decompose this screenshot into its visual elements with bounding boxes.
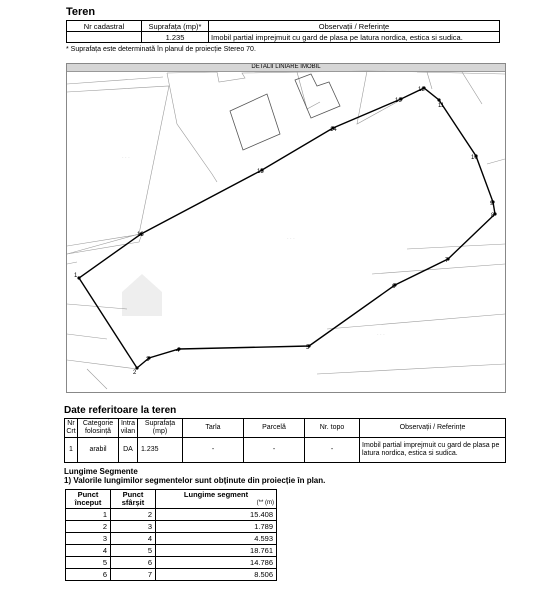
- table-row: [66, 533, 277, 545]
- cell-nr-crt: 1: [65, 438, 78, 463]
- teren-table: [66, 20, 500, 43]
- point-label-5: 5: [306, 345, 310, 351]
- cell-start: 5: [66, 557, 111, 569]
- cell-observatii-ref: Imobil partial imprejmuit cu gard de plasa pe latura nordica, estica si sudica.: [360, 438, 506, 463]
- header-punct-sfarsit: Punct sfârșit: [111, 490, 156, 509]
- header-observatii: Observații / Referințe: [209, 21, 500, 32]
- cell-end: 4: [111, 533, 156, 545]
- header-punct-inceput: Punct început: [66, 490, 111, 509]
- svg-text:· · ·: · · ·: [122, 155, 130, 161]
- cell-parcela: -: [244, 438, 305, 463]
- table-row: [66, 569, 277, 581]
- point-label-8: 8: [491, 213, 495, 219]
- point-label-12: 12: [418, 87, 425, 93]
- header-nr-cadastral: Nr cadastral: [67, 21, 142, 32]
- cell-tarla: -: [183, 438, 244, 463]
- cell-nr-cadastral: [67, 32, 142, 43]
- segments-table: [65, 489, 277, 581]
- cell-observatii: Imobil partial imprejmuit cu gard de plasa pe latura nordica, estica si sudica.: [209, 32, 500, 43]
- cell-intravilan: DA: [119, 438, 138, 463]
- footnote-projection: * Suprafața este determinată în planul de proiecție Stereo 70.: [66, 46, 256, 53]
- cell-suprafata-ref: 1.235: [138, 438, 183, 463]
- cell-length: 14.786: [156, 557, 277, 569]
- point-label-14: 14: [330, 127, 337, 133]
- header-observatii-ref: Observații / Referințe: [360, 419, 506, 438]
- table-row: [66, 509, 277, 521]
- date-ref-title: Date referitoare la teren: [64, 405, 177, 416]
- cell-length: 15.408: [156, 509, 277, 521]
- cell-start: 2: [66, 521, 111, 533]
- cell-start: 6: [66, 569, 111, 581]
- cell-categorie: arabil: [78, 438, 119, 463]
- point-label-6: 6: [392, 284, 396, 290]
- date-ref-table: [64, 418, 506, 463]
- table-row: [66, 557, 277, 569]
- cell-end: 7: [111, 569, 156, 581]
- header-nr-topo: Nr. topo: [305, 419, 360, 438]
- cell-start: 1: [66, 509, 111, 521]
- cell-length: 18.761: [156, 545, 277, 557]
- cell-length: 8.506: [156, 569, 277, 581]
- cell-length: 4.593: [156, 533, 277, 545]
- cell-length: 1.789: [156, 521, 277, 533]
- point-label-2: 2: [133, 370, 137, 376]
- header-lungime-segment: [156, 490, 277, 509]
- header-suprafata: Suprafața (mp)*: [142, 21, 209, 32]
- point-label-1: 1: [74, 273, 78, 279]
- segments-subtitle: 1) Valorile lungimilor segmentelor sunt obținute din proiecție în plan.: [64, 476, 326, 485]
- cell-end: 2: [111, 509, 156, 521]
- header-lungime-label: Lungime segment: [183, 490, 249, 499]
- point-label-4: 4: [176, 348, 180, 354]
- header-lungime-unit: (** (m): [256, 500, 274, 506]
- parcel-map: [66, 63, 506, 393]
- table-row: [66, 521, 277, 533]
- svg-text:· · ·: · · ·: [287, 236, 295, 242]
- cell-suprafata: 1.235: [142, 32, 209, 43]
- header-intravilan: Intra vilan: [119, 419, 138, 438]
- point-label-15: 15: [257, 169, 264, 175]
- cell-start: 3: [66, 533, 111, 545]
- point-label-16: 16: [137, 232, 144, 238]
- point-label-10: 10: [471, 155, 478, 161]
- point-label-13: 13: [395, 98, 402, 104]
- header-nr-crt: Nr Crt: [65, 419, 78, 438]
- table-row: [66, 545, 277, 557]
- segments-title: Lungime Segmente: [64, 467, 138, 476]
- header-suprafata-ref: Suprafața (mp): [138, 419, 183, 438]
- cell-end: 3: [111, 521, 156, 533]
- parcel-map-drawing: [67, 64, 505, 392]
- map-header: DETALII LINIARE IMOBIL: [67, 64, 505, 72]
- point-label-7: 7: [445, 258, 449, 264]
- svg-text:· · ·: · · ·: [377, 332, 385, 338]
- point-label-11: 11: [438, 103, 445, 109]
- cell-end: 5: [111, 545, 156, 557]
- header-categorie: Categorie folosință: [78, 419, 119, 438]
- point-label-9: 9: [490, 201, 494, 207]
- cell-start: 4: [66, 545, 111, 557]
- header-parcela: Parcelă: [244, 419, 305, 438]
- cell-nr-topo: -: [305, 438, 360, 463]
- header-tarla: Tarla: [183, 419, 244, 438]
- cell-end: 6: [111, 557, 156, 569]
- section-title-teren: Teren: [66, 6, 96, 18]
- point-label-3: 3: [146, 357, 150, 363]
